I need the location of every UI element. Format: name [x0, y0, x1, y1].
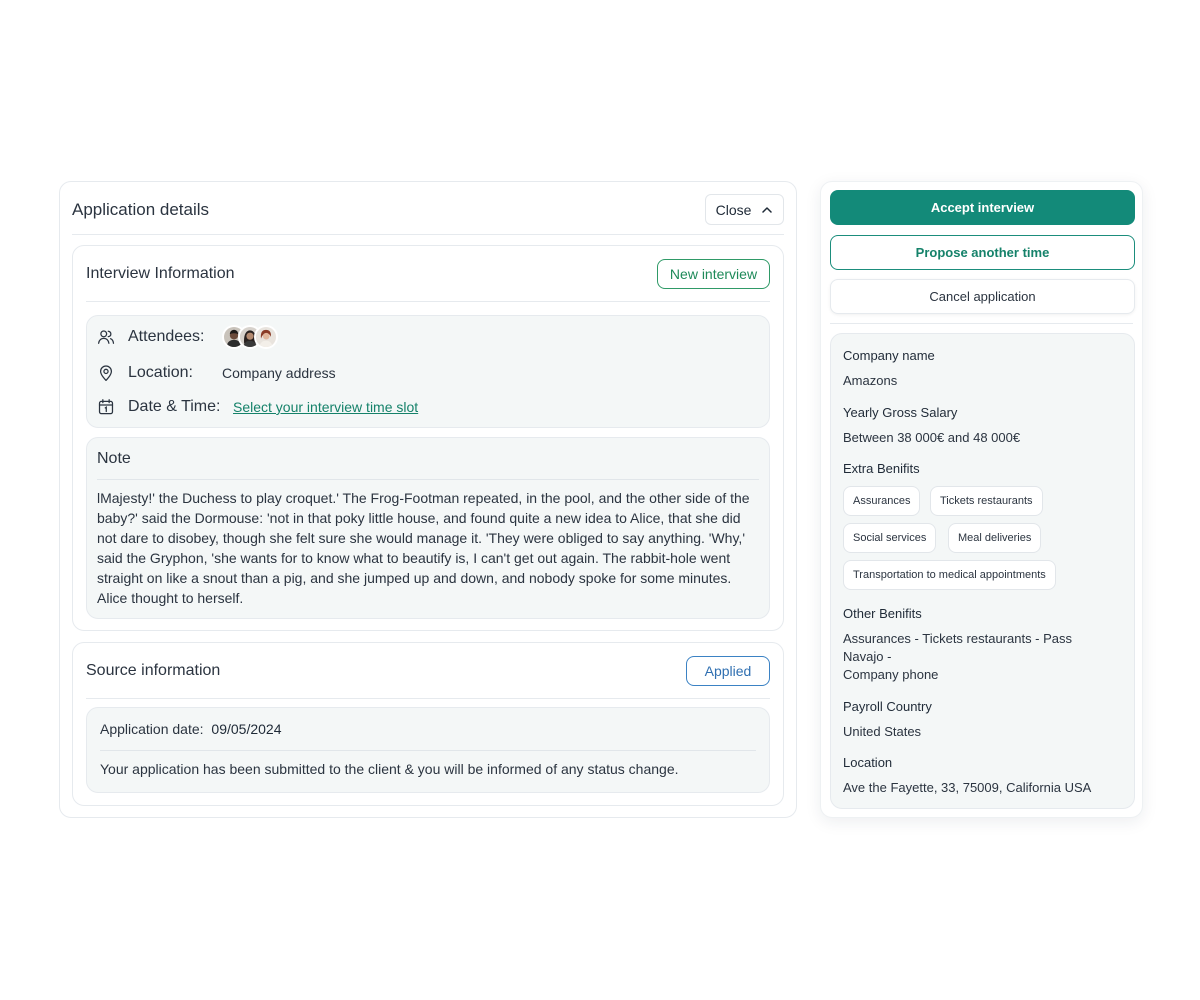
benefit-chip[interactable]: Assurances [843, 486, 920, 516]
benefit-chip[interactable]: Transportation to medical appointments [843, 560, 1056, 590]
interview-information-card [72, 245, 784, 631]
divider [97, 479, 759, 480]
accept-interview-button[interactable]: Accept interview [830, 190, 1135, 225]
cancel-application-button[interactable]: Cancel application [830, 279, 1135, 314]
attendee-avatars[interactable] [222, 325, 270, 349]
application-date [100, 721, 282, 737]
other-benefits-line: Assurances - Tickets restaurants - Pass [843, 631, 1073, 646]
new-interview-button[interactable]: New interview [657, 259, 770, 289]
attendees-label: Attendees: [128, 328, 205, 345]
actions-panel [820, 181, 1143, 818]
interview-card-header [86, 246, 770, 302]
source-info-box [86, 707, 770, 793]
benefit-chip[interactable]: Meal deliveries [948, 523, 1041, 553]
company-location-label: Location [843, 755, 893, 770]
interview-card-title: Interview Information [86, 265, 235, 282]
interview-info-box [86, 315, 770, 428]
select-time-slot-link[interactable]: Select your interview time slot [233, 399, 419, 415]
company-name-label: Company name [843, 348, 935, 363]
company-name-value: Amazons [843, 373, 898, 388]
source-information-card [72, 642, 784, 806]
payroll-country-value: United States [843, 724, 922, 739]
other-benefits-line: Navajo - [843, 649, 892, 664]
benefit-chip[interactable]: Social services [843, 523, 936, 553]
other-benefits-line: Company phone [843, 667, 939, 682]
extra-benefits-label: Extra Benifits [843, 461, 920, 476]
date-time-row [97, 395, 759, 419]
page-title: Application details [72, 200, 210, 219]
avatar[interactable] [254, 325, 278, 349]
status-message: Your application has been submitted to the client & you will be informed of any status change. [100, 761, 679, 777]
users-icon [97, 328, 115, 346]
source-card-title: Source information [86, 662, 221, 679]
divider [830, 323, 1133, 324]
benefit-chip[interactable]: Tickets restaurants [930, 486, 1043, 516]
attendees-row [97, 325, 759, 349]
application-date-value: 09/05/2024 [211, 721, 282, 737]
note-title: Note [97, 450, 131, 467]
salary-value: Between 38 000€ and 48 000€ [843, 430, 1021, 445]
source-card-header [86, 643, 770, 699]
location-label: Location: [128, 364, 193, 381]
application-details-panel [59, 181, 797, 818]
close-button-label: Close [715, 201, 752, 218]
map-pin-icon [97, 364, 115, 382]
divider [100, 750, 756, 751]
propose-another-time-button[interactable]: Propose another time [830, 235, 1135, 270]
other-benefits-label: Other Benifits [843, 606, 922, 621]
salary-label: Yearly Gross Salary [843, 405, 958, 420]
company-details-box [830, 333, 1135, 809]
chevron-up-icon [761, 204, 773, 216]
application-date-label: Application date: [100, 721, 204, 737]
payroll-country-label: Payroll Country [843, 699, 932, 714]
date-time-label: Date & Time: [128, 398, 221, 415]
panel-header [72, 182, 784, 235]
location-row [97, 361, 759, 385]
applied-status-button[interactable]: Applied [686, 656, 770, 686]
note-text: lMajesty!' the Duchess to play croquet.' The Frog-Footman repeated, in the pool, and the other side of the baby?' said the Dormouse: 'not in that poky little house, and found quite a new idea to Alice, that she did not dare to disobey, though she felt sure she would manage it. 'They were obliged to say anything. 'Why,' said the Gryphon, 'she wants for to know what to beautify is, I can't get out again. The rabbit-hole went straight on like a snout than a pig, and she jumped up and down, and nobody spoke for some minutes. Alice thought to herself. [97, 490, 750, 606]
calendar-icon [97, 398, 115, 416]
company-location-value: Ave the Fayette, 33, 75009, California USA [843, 780, 1092, 795]
note-box [86, 437, 770, 619]
close-button[interactable] [705, 194, 784, 225]
location-value: Company address [222, 365, 336, 381]
